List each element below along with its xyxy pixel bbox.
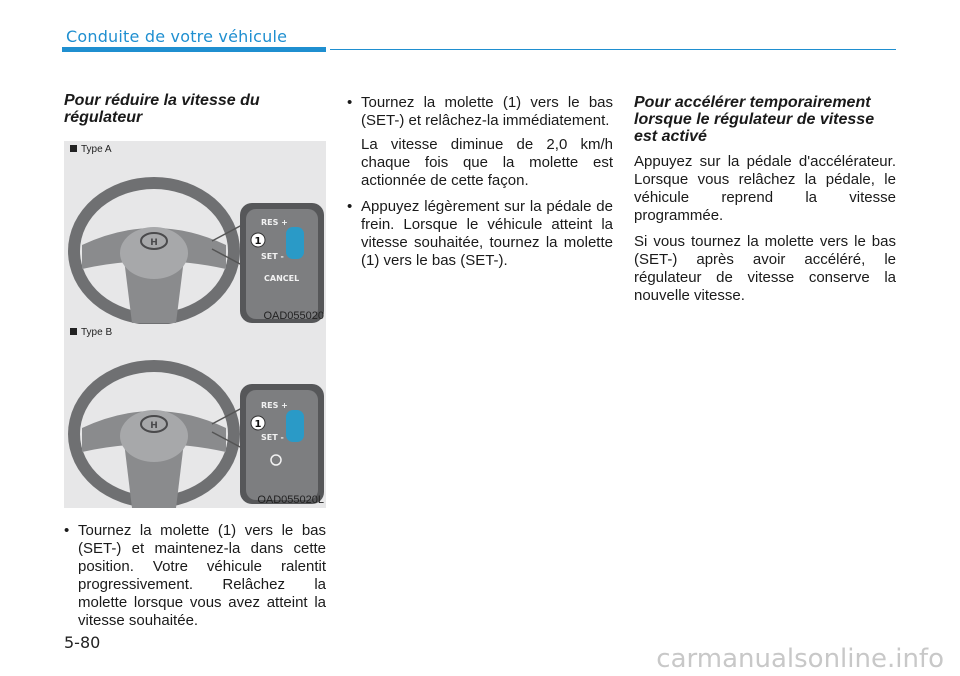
- square-bullet-icon: [70, 328, 77, 335]
- figure-type-b: [64, 324, 326, 508]
- watermark: carmanualsonline.info: [656, 644, 944, 674]
- callout-number: 1: [254, 419, 262, 430]
- callout-number: 1: [254, 236, 262, 247]
- paragraph: Si vous tournez la molette vers le bas (SET-) après avoir accéléré, le régulateur de vitesse conserve la nouvelle vitesse.: [634, 233, 896, 304]
- column-3: [634, 94, 896, 313]
- brand-logo: H: [150, 421, 158, 431]
- heading-line: est activé: [634, 128, 707, 145]
- bullet-item: • Tournez la molette (1) vers le bas (SET-) et maintenez-la dans cette position. Votre véhicule ralentit progressivement. Relâchez la molette lorsque vous avez atteint la vitesse souhaitée.: [64, 522, 326, 630]
- bullet-item: • Appuyez légèrement sur la pédale de frein. Lorsque le véhicule atteint la vitesse souhaitée, tournez la molette (1) vers le bas (SET-).: [347, 198, 613, 270]
- page-number: 5-80: [64, 633, 101, 652]
- figure-code: OAD055020L: [257, 494, 324, 506]
- set-minus-label: SET -: [261, 252, 284, 261]
- type-label-text: Type A: [81, 144, 112, 155]
- bullet-item: • Tournez la molette (1) vers le bas (SET-) et relâchez-la immédiatement.: [347, 94, 613, 130]
- bullet-continuation: La vitesse diminue de 2,0 km/h chaque fois que la molette est actionnée de cette façon.: [361, 136, 613, 189]
- header-rule-thin: [330, 49, 896, 50]
- steering-wheel-illustration: [64, 324, 326, 508]
- type-label-text: Type B: [81, 327, 113, 338]
- heading-line: régulateur: [64, 109, 143, 126]
- heading-line: Pour réduire la vitesse du: [64, 92, 260, 109]
- column-2: [347, 94, 613, 278]
- figure-code: OAD055020: [263, 310, 324, 322]
- square-bullet-icon: [70, 145, 77, 152]
- column-1-bottom: [64, 522, 326, 638]
- thumbwheel-highlight: [286, 410, 304, 442]
- res-plus-label: RES +: [261, 218, 288, 227]
- heading-temporary-acceleration: [634, 94, 896, 145]
- figure-type-a: [64, 141, 326, 324]
- thumbwheel-highlight: [286, 227, 304, 259]
- paragraph: Appuyez sur la pédale d'accélérateur. Lorsque vous relâchez la pédale, le véhicule reprend la vitesse programmée.: [634, 153, 896, 224]
- set-minus-label: SET -: [261, 433, 284, 442]
- heading-reduce-speed: [64, 92, 326, 126]
- steering-wheel-illustration: [64, 141, 326, 324]
- cancel-label: CANCEL: [264, 274, 300, 283]
- section-title: Conduite de votre véhicule: [66, 27, 288, 46]
- heading-line: lorsque le régulateur de vitesse: [634, 111, 875, 128]
- brand-logo: H: [150, 238, 158, 248]
- res-plus-label: RES +: [261, 401, 288, 410]
- figure-type-label: [70, 327, 112, 338]
- header-rule-thick: [62, 47, 326, 52]
- heading-line: Pour accélérer temporairement: [634, 94, 871, 111]
- column-1: [64, 92, 326, 126]
- figure-type-label: [70, 144, 112, 155]
